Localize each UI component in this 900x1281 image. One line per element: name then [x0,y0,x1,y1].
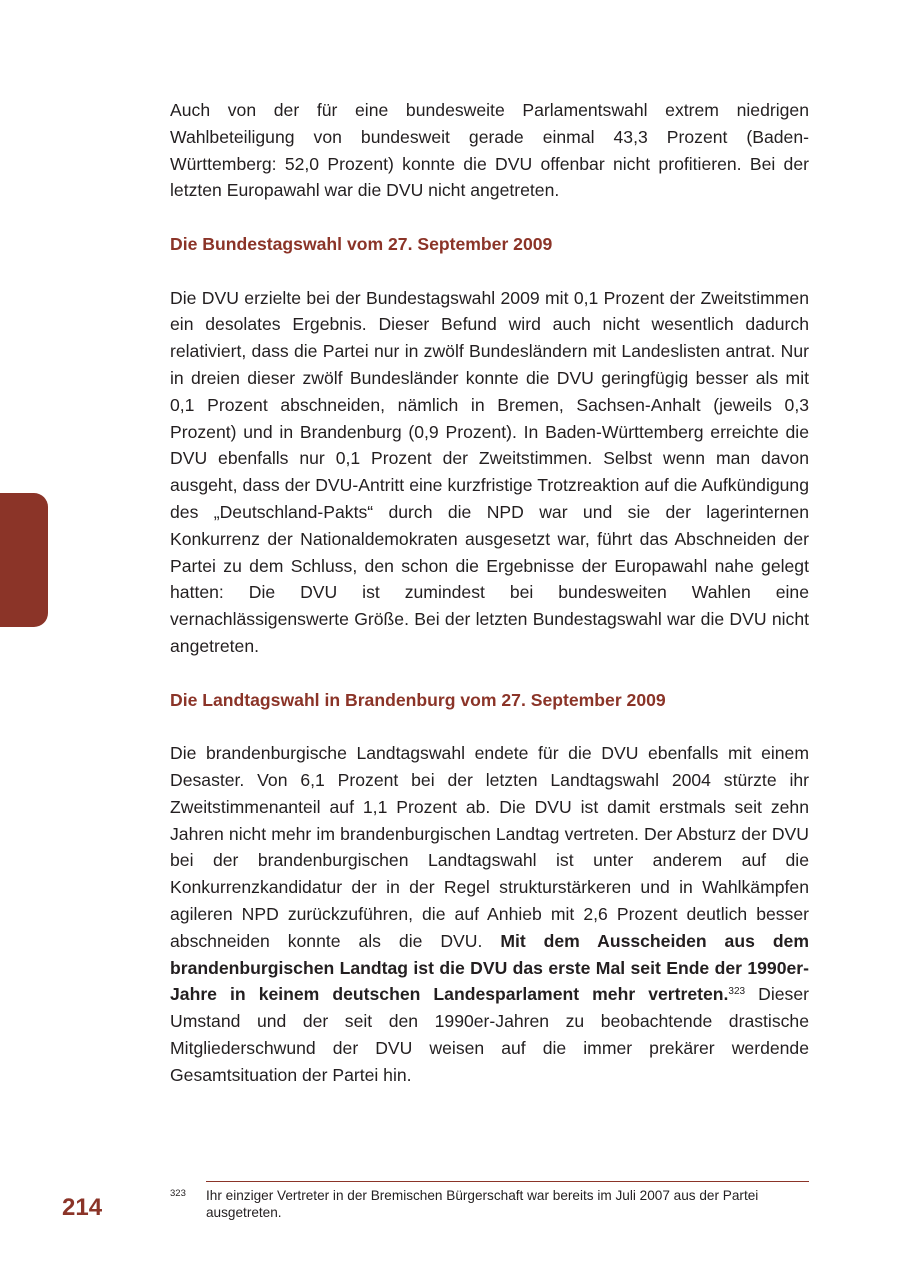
heading-bundestagswahl: Die Bundestagswahl vom 27. September 2009 [170,233,553,254]
paragraph-bold-statement: Mit dem Ausscheiden aus dem brandenburgischen Landtag ist die DVU das erste Mal seit Ende der 1990er-Jahre in keinem deutschen Landesparlament mehr vertreten. [170,930,809,1005]
footnote-reference[interactable]: 323 [728,986,746,998]
footnote-text: Ihr einziger Vertreter in der Bremischen Bürgerschaft war bereits im Juli 2007 aus der Partei ausgetreten. [206,1188,759,1220]
heading-landtagswahl-brandenburg: Die Landtagswahl in Brandenburg vom 27. September 2009 [170,689,666,710]
paragraph-voter-turnout: Auch von der für eine bundesweite Parlamentswahl extrem niedrigen Wahlbeteiligung von bundesweit gerade einmal 43,3 Prozent (Baden-Württemberg: 52,0 Prozent) konnte die DVU offenbar nicht profitieren. Bei der letzten Europawahl war die DVU nicht angetreten. [170,100,809,201]
footnote-divider [206,1181,809,1182]
chapter-tab-marker [0,493,48,627]
paragraph-landtagswahl-brandenburg [170,740,809,1088]
footnote-number: 323 [170,1188,186,1199]
paragraph-bundestagswahl: Die DVU erzielte bei der Bundestagswahl 2009 mit 0,1 Prozent der Zweitstimmen ein desolates Ergebnis. Dieser Befund wird auch nicht wesentlich dadurch relativiert, dass die Partei nur in zwölf Bundesländern mit Landeslisten antrat. Nur in dreien dieser zwölf Bundesländer konnte die DVU geringfügig besser als mit 0,1 Prozent abschneiden, nämlich in Bremen, Sachsen-Anhalt (jeweils 0,3 Prozent) und in Brandenburg (0,9 Prozent). In Baden-Württemberg erreichte die DVU ebenfalls nur 0,1 Prozent der Zweitstimmen. Selbst wenn man davon ausgeht, dass der DVU-Antritt eine kurzfristige Trotzreaktion auf die Aufkündigung des „Deutschland-Pakts“ durch die NPD war und sie der lagerinternen Konkurrenz der Nationaldemokraten ausgesetzt war, führt das Abschneiden der Partei zu dem Schluss, den schon die Ergebnisse der Europawahl nahe gelegt hatten: Die DVU ist zumindest bei bundesweiten Wahlen eine vernachlässigenswerte Größe. Bei der letzten Bundestagswahl war die DVU nicht angetreten. [170,287,809,656]
page-number: 214 [62,1194,103,1221]
page-content [170,97,809,1088]
paragraph-text-after: Dieser Umstand und der seit den 1990er-Jahren zu beobachtende drastische Mitgliederschwund der DVU weisen auf die immer prekärer werdende Gesamtsituation der Partei hin. [170,984,810,1085]
paragraph-text-before: Die brandenburgische Landtagswahl endete für die DVU ebenfalls mit einem Desaster. Von 6,1 Prozent bei der letzten Landtagswahl 2004 stürzte ihr Zweitstimmenanteil auf 1,1 Prozent ab. Die DVU ist damit erstmals seit zehn Jahren nicht mehr im brandenburgischen Landtag vertreten. Der Absturz der DVU bei der brandenburgischen Landtagswahl ist unter anderem auf die Konkurrenzkandidatur der in der Regel strukturstärkeren und in Wahlkämpfen agileren NPD zurückzuführen, die auf Anhieb mit 2,6 Prozent deutlich besser abschneiden konnte als die DVU. [170,743,809,951]
